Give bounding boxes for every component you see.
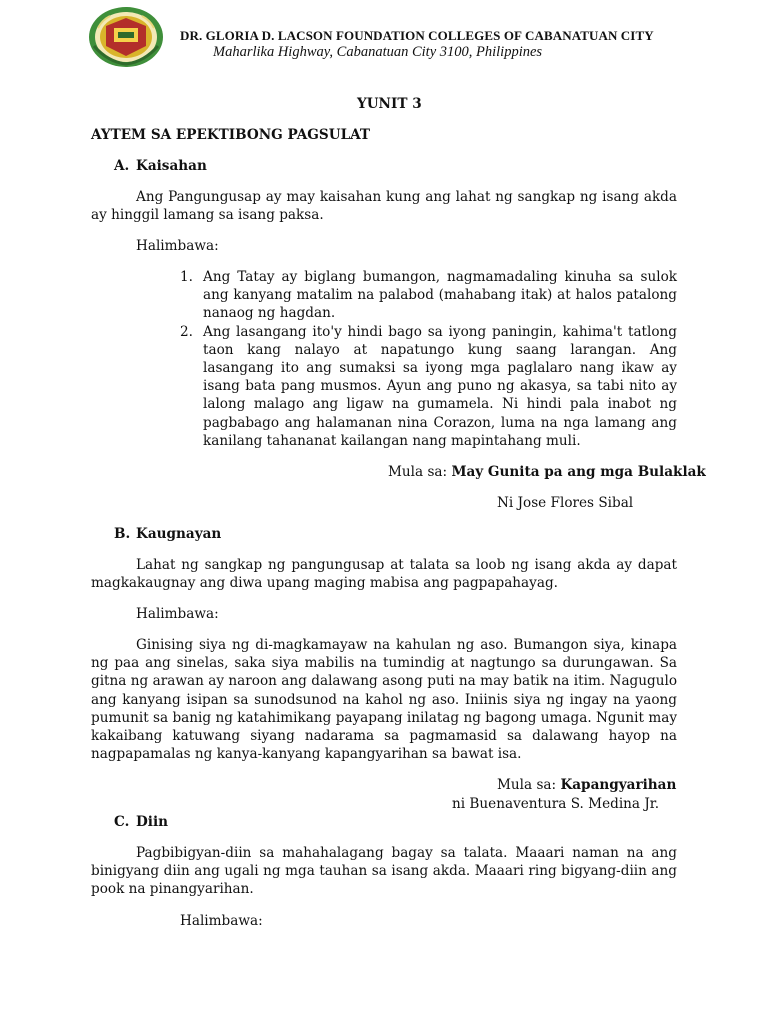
- section-b-heading: Kaugnayan: [136, 526, 222, 542]
- section-c-body: Pagbibigyan-diin sa mahahalagang bagay sa talata. Maaari naman na ang binigyang diin ang ugali ng mga tauhan sa isang akda. Maaari ring bigyang-diin ang pook na pinangyarihan.: [91, 845, 677, 898]
- section-a-source: [388, 463, 706, 481]
- section-b-example-label: Halimbawa:: [136, 606, 219, 622]
- section-a-example-label: Halimbawa:: [136, 238, 219, 254]
- institution-address: Maharlika Highway, Cabanatuan City 3100, Philippines: [213, 44, 543, 60]
- section-c-letter: C.: [114, 814, 130, 830]
- section-a-author: Ni Jose Flores Sibal: [497, 495, 634, 511]
- list-item-number: 1.: [180, 269, 193, 285]
- section-title: AYTEM SA EPEKTIBONG PAGSULAT: [91, 127, 371, 143]
- section-b-body: Lahat ng sangkap ng pangungusap at talata sa loob ng isang akda ay dapat magkakaugnay ang diwa upang maging mabisa ang pagpapahayag.: [91, 557, 677, 592]
- section-a-heading: Kaisahan: [136, 158, 207, 174]
- list-item-text: Ang lasangang ito'y hindi bago sa iyong paningin, kahima't tatlong taon kang nalayo at napatungo kung saang larangan. Ang lasangang ito ang sumaksi sa iyong mga paglalaro nang ikaw ay isang bata pang musmos. Ayun ang puno ng akasya, sa tabi nito ay lalong malago ang ligaw na gumamela. Ni hindi pala inabot ng pagbabago ang halamanan nina Corazon, luma na nga lamang ang kanilang tahananat kailangan nang mapintahang muli.: [203, 323, 677, 449]
- section-a-letter: A.: [114, 158, 130, 174]
- source-title: Kapangyarihan: [560, 777, 677, 793]
- source-prefix: Mula sa:: [388, 464, 452, 480]
- section-b-passage: Ginising siya ng di-magkamayaw na kahulan ng aso. Bumangon siya, kinapa ng paa ang sinelas, saka siya mabilis na tumindig at nagtungo sa durungawan. Sa gitna ng arawan ay naroon ang dalawang asong puti na may batik na itim. Nagugulo ang kanyang isipan sa sunodsunod na kahol ng aso. Iniinis siya ng ingay na yaong pumunit sa banig ng katahimikang payapang inilatag ng bagong umaga. Ngunit may kakaibang katuwang siyang nadarama sa pagmamasid sa dalawang hayop na nagpapamalas ng kanya-kanyang kapangyarihan sa bawat isa.: [91, 637, 677, 763]
- institution-name: DR. GLORIA D. LACSON FOUNDATION COLLEGES OF CABANATUAN CITY: [180, 28, 654, 43]
- source-title: May Gunita pa ang mga Bulaklak: [451, 464, 706, 480]
- school-seal-logo: [88, 6, 164, 68]
- section-c-heading: Diin: [136, 814, 168, 830]
- section-a-body: Ang Pangungusap ay may kaisahan kung ang lahat ng sangkap ng isang akda ay hinggil lamang sa isang paksa.: [91, 189, 677, 224]
- section-b-source: [497, 776, 676, 794]
- section-b-letter: B.: [114, 526, 131, 542]
- source-prefix: Mula sa:: [497, 777, 561, 793]
- list-item: [180, 268, 677, 323]
- list-item-text: Ang Tatay ay biglang bumangon, nagmamadaling kinuha sa sulok ang kanyang matalim na palabod (mahabang itak) at halos patalong nanaog ng hagdan.: [203, 269, 677, 322]
- section-c-example-label: Halimbawa:: [180, 913, 263, 929]
- section-b-author: ni Buenaventura S. Medina Jr.: [452, 796, 660, 812]
- unit-title: YUNIT 3: [357, 96, 422, 112]
- list-item-number: 2.: [180, 323, 193, 340]
- list-item: [180, 323, 677, 450]
- section-a-example-list: [180, 268, 677, 450]
